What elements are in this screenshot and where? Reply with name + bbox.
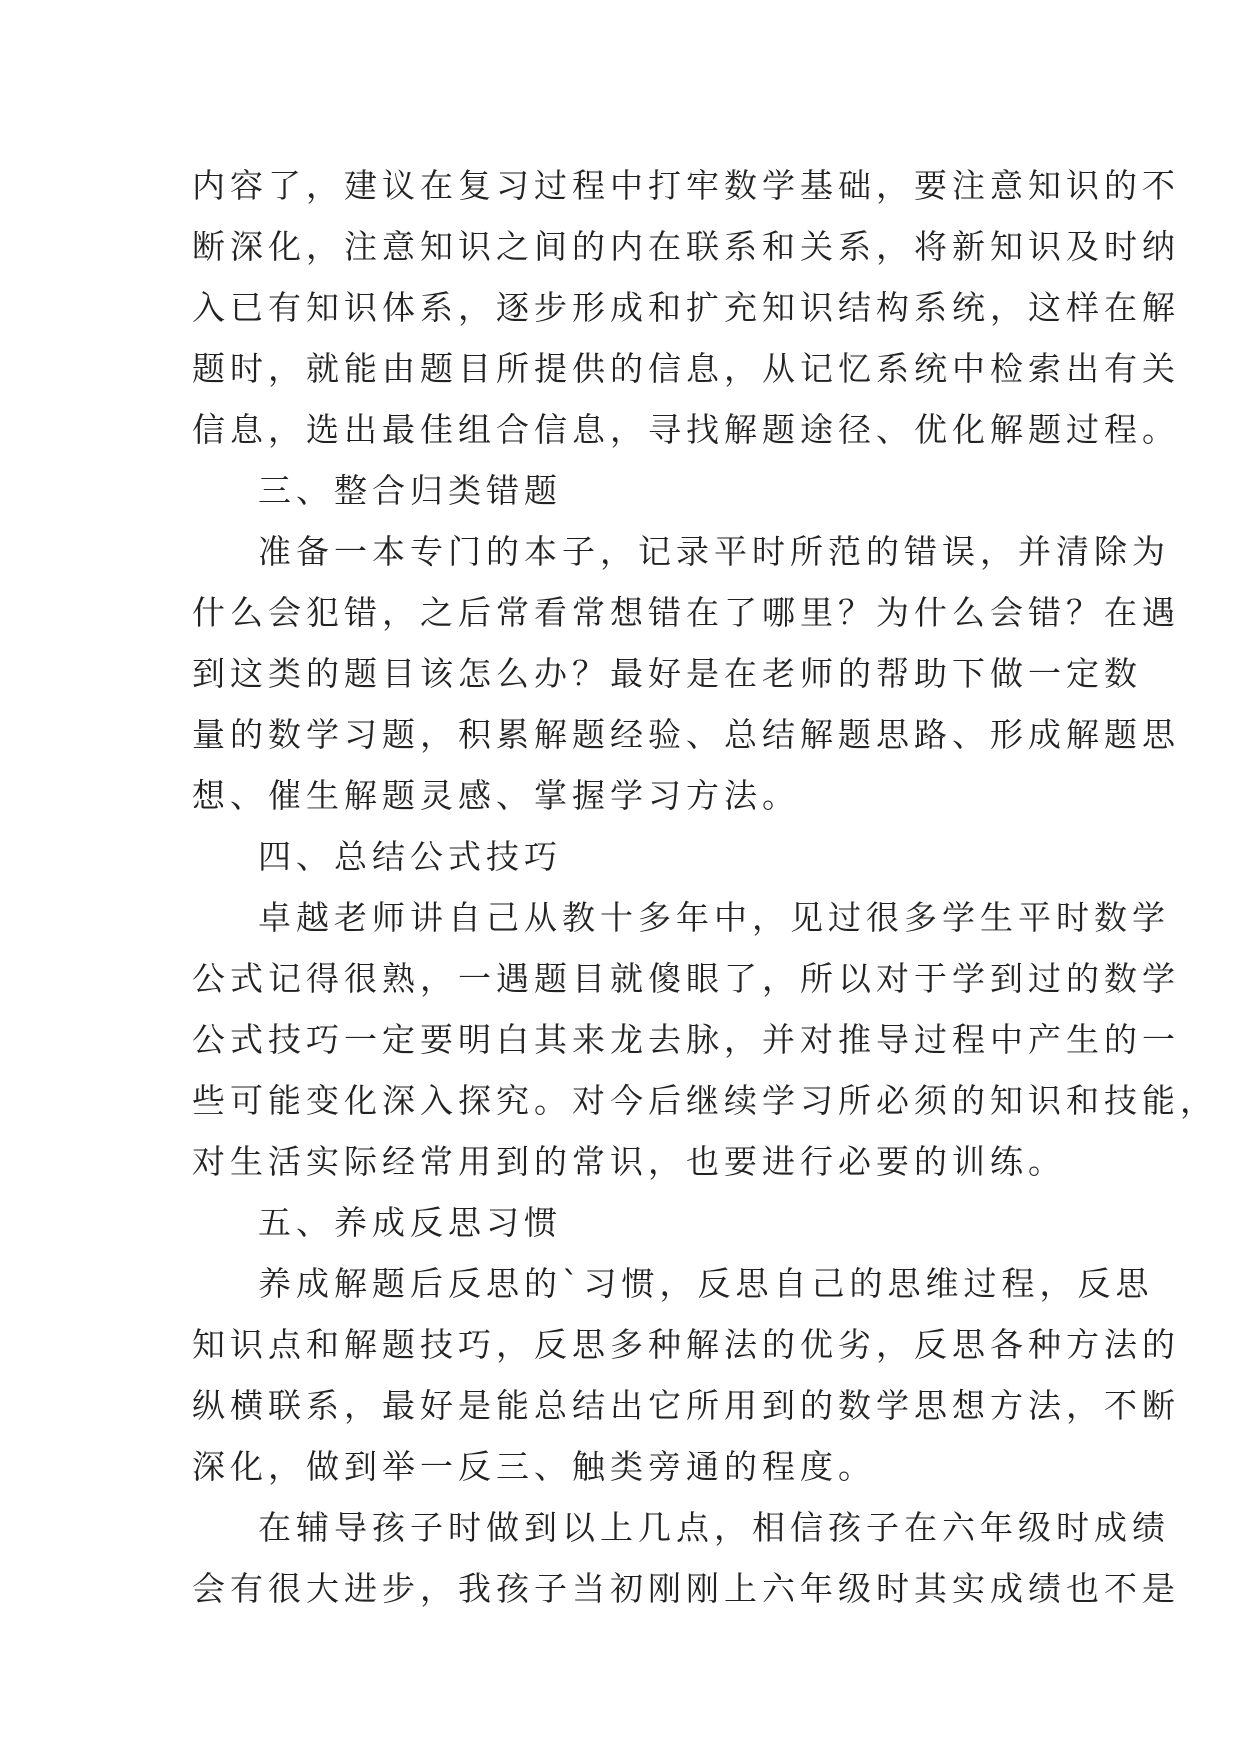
body-line: 到这类的题目该怎么办？最好是在老师的帮助下做一定数	[192, 654, 1142, 693]
body-line: 题时，就能由题目所提供的信息，从记忆系统中检索出有关	[192, 349, 1180, 388]
paragraph-start: 在辅导孩子时做到以上几点，相信孩子在六年级时成绩	[258, 1508, 1170, 1547]
body-line: 量的数学习题，积累解题经验、总结解题思路、形成解题思	[192, 715, 1180, 754]
body-line: 什么会犯错，之后常看常想错在了哪里？为什么会错？在遇	[192, 593, 1180, 632]
body-line: 入已有知识体系，逐步形成和扩充知识结构系统，这样在解	[192, 288, 1180, 327]
section-heading-4: 四、总结公式技巧	[258, 837, 562, 876]
paragraph-start: 准备一本专门的本子，记录平时所范的错误，并清除为	[258, 532, 1170, 571]
body-line: 信息，选出最佳组合信息，寻找解题途径、优化解题过程。	[192, 410, 1180, 449]
section-heading-3: 三、整合归类错题	[258, 471, 562, 510]
paragraph-start: 养成解题后反思的`习惯，反思自己的思维过程，反思	[258, 1264, 1154, 1303]
body-line: 些可能变化深入探究。对今后继续学习所必须的知识和技能，	[192, 1081, 1218, 1120]
body-line: 内容了，建议在复习过程中打牢数学基础，要注意知识的不	[192, 166, 1180, 205]
paragraph-start: 卓越老师讲自己从教十多年中，见过很多学生平时数学	[258, 898, 1170, 937]
body-line: 深化，做到举一反三、触类旁通的程度。	[192, 1447, 876, 1486]
body-line: 会有很大进步，我孩子当初刚刚上六年级时其实成绩也不是	[192, 1569, 1180, 1608]
document-body	[192, 155, 1218, 1619]
body-line: 想、催生解题灵感、掌握学习方法。	[192, 776, 800, 815]
body-line: 对生活实际经常用到的常识，也要进行必要的训练。	[192, 1142, 1066, 1181]
body-line: 公式记得很熟，一遇题目就傻眼了，所以对于学到过的数学	[192, 959, 1180, 998]
body-line: 知识点和解题技巧，反思多种解法的优劣，反思各种方法的	[192, 1325, 1180, 1364]
body-line: 公式技巧一定要明白其来龙去脉，并对推导过程中产生的一	[192, 1020, 1180, 1059]
body-line: 断深化，注意知识之间的内在联系和关系，将新知识及时纳	[192, 227, 1180, 266]
body-line: 纵横联系，最好是能总结出它所用到的数学思想方法，不断	[192, 1386, 1180, 1425]
section-heading-5: 五、养成反思习惯	[258, 1203, 562, 1242]
